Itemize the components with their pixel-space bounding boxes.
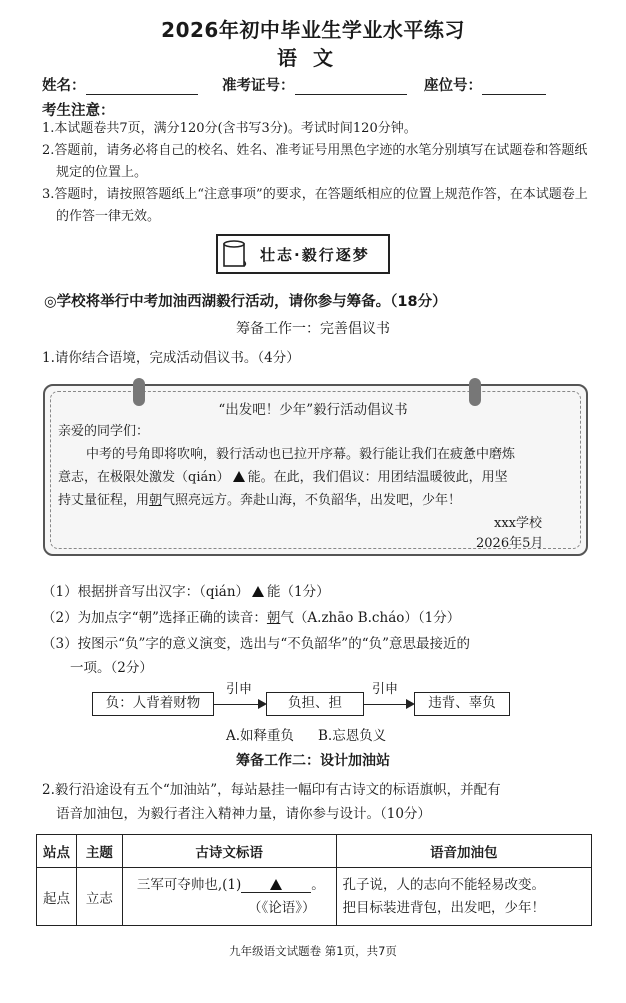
flow-box-origin: 负：人背着财物	[92, 692, 214, 716]
question-2-line-2: 语音加油包，为毅行者注入精神力量，请你参与设计。（10分）	[56, 806, 431, 822]
subquestion-3-line-1: （3）按图示“负”字的意义演变，选出与“不负韶华”的“负”意思最接近的	[42, 636, 470, 652]
letter-line-1: 中考的号角即将吹响，毅行活动也已拉开序幕。毅行能让我们在疲惫中磨炼	[86, 447, 516, 462]
notice-heading: 考生注意：	[42, 103, 115, 119]
seat-blank	[482, 80, 546, 95]
subquestion-1	[42, 580, 330, 600]
section-heading: ◎学校将举行中考加油西湖毅行活动，请你参与筹备。（18分）	[44, 294, 447, 310]
letter-title: “出发吧！少年”毅行活动倡议书	[218, 402, 408, 418]
option-b: B.忘恩负义	[318, 728, 387, 744]
option-a: A.如释重负	[226, 728, 295, 744]
subquestion-3-line-2: 一项。（2分）	[70, 660, 153, 676]
slogan-source-text: 《论语》	[261, 899, 303, 916]
exam-number-label: 准考证号：	[222, 78, 295, 94]
subquestion-1-text: （1）根据拼音写出汉字：（qián）	[42, 584, 250, 600]
table-header-theme: 主题	[76, 835, 122, 868]
notice-item-1: 1.本试题卷共7页，满分120分(含书写3分)。考试时间120分钟。	[42, 121, 417, 136]
flow-box-middle: 负担、担	[266, 692, 364, 716]
slogan-source: （《论语》）	[248, 899, 316, 916]
subquestion-2-text: （2）为加点字“朝”选择正确的读音：	[42, 610, 267, 626]
slogan-answer-blank	[241, 876, 311, 893]
table-cell-station: 起点	[37, 868, 77, 926]
answer-triangle-icon	[252, 586, 264, 597]
page-footer: 九年级语文试题卷 第1页，共7页	[229, 944, 397, 958]
seat-label: 座位号：	[424, 78, 482, 94]
table-cell-slogan	[122, 868, 336, 926]
answer-triangle-icon	[270, 879, 282, 890]
task1-heading: 筹备工作一：完善倡议书	[236, 321, 390, 337]
voice-line-1: 孔子说，人的志向不能轻易改变。	[342, 876, 546, 893]
dotted-character: 朝	[149, 493, 163, 508]
slogan-text: 三军可夺帅也,(1)	[136, 876, 242, 893]
letter-greeting: 亲爱的同学们：	[58, 424, 150, 439]
letter-line-2	[58, 466, 508, 485]
letter-date: 2026年5月	[476, 536, 544, 551]
voice-line-2: 把目标装进背包，出发吧，少年！	[342, 899, 546, 916]
blank-triangle-icon	[233, 471, 245, 482]
letter-line-3	[58, 489, 461, 508]
table-cell-voice	[336, 868, 591, 926]
station-table	[36, 834, 592, 926]
flow-arrow-label-2: 引申	[372, 682, 399, 697]
scroll-icon	[220, 238, 250, 270]
table-header-row	[37, 835, 592, 868]
banner-text: 壮志·毅行逐梦	[260, 246, 370, 264]
flow-arrow-label-1: 引申	[226, 682, 253, 697]
table-header-slogan: 古诗文标语	[122, 835, 336, 868]
subquestion-2-end: 气（A.zhāo B.cháo）（1分）	[280, 610, 461, 626]
notice-item-2: 2.答题前，请务必将自己的校名、姓名、准考证号用黑色字迹的水笔分别填写在试题卷和答题纸规定的位置上。	[42, 143, 588, 180]
notice-item-3: 3.答题时，请按照答题纸上“注意事项”的要求，在答题纸相应的位置上规范作答，在本试题卷上的作答一律无效。	[42, 187, 588, 224]
question-2-line-1: 2.毅行沿途设有五个“加油站”，每站悬挂一幅印有古诗文的标语旗帜，并配有	[42, 782, 501, 798]
letter-line-3-start: 持丈量征程，用	[58, 493, 150, 508]
table-cell-theme: 立志	[76, 868, 122, 926]
table-header-station: 站点	[37, 835, 77, 868]
question-1: 1.请你结合语境，完成活动倡议书。（4分）	[42, 350, 300, 366]
name-blank	[86, 80, 198, 95]
dotted-character: 朝	[266, 610, 281, 626]
subquestion-2	[42, 606, 460, 626]
seat-field	[424, 74, 546, 95]
letter-line-3-end: 气照亮远方。奔赴山海，不负韶华，出发吧，少年！	[162, 493, 462, 508]
task2-heading: 筹备工作二：设计加油站	[236, 753, 390, 769]
letter-line-2-start: 意志，在极限处激发（qián）	[58, 470, 230, 485]
exam-number-blank	[295, 80, 407, 95]
exam-number-field	[222, 74, 407, 95]
slogan-end: 。	[311, 876, 325, 893]
slogan-line	[129, 874, 330, 897]
name-label: 姓名：	[42, 78, 86, 94]
table-row	[37, 868, 592, 926]
table-header-voice: 语音加油包	[336, 835, 591, 868]
exam-title: 2026年初中毕业生学业水平练习	[161, 18, 465, 42]
flow-box-end: 违背、辜负	[414, 692, 510, 716]
letter-signature: xxx学校	[494, 516, 542, 531]
flow-arrow-2	[364, 704, 410, 705]
subject-title: 语文	[277, 46, 349, 70]
letter-line-2-end: 能。在此，我们倡议：用团结温暖彼此，用坚	[247, 470, 508, 485]
name-field	[42, 74, 198, 95]
subquestion-1-end: 能（1分）	[267, 584, 330, 600]
flow-arrow-1	[214, 704, 262, 705]
